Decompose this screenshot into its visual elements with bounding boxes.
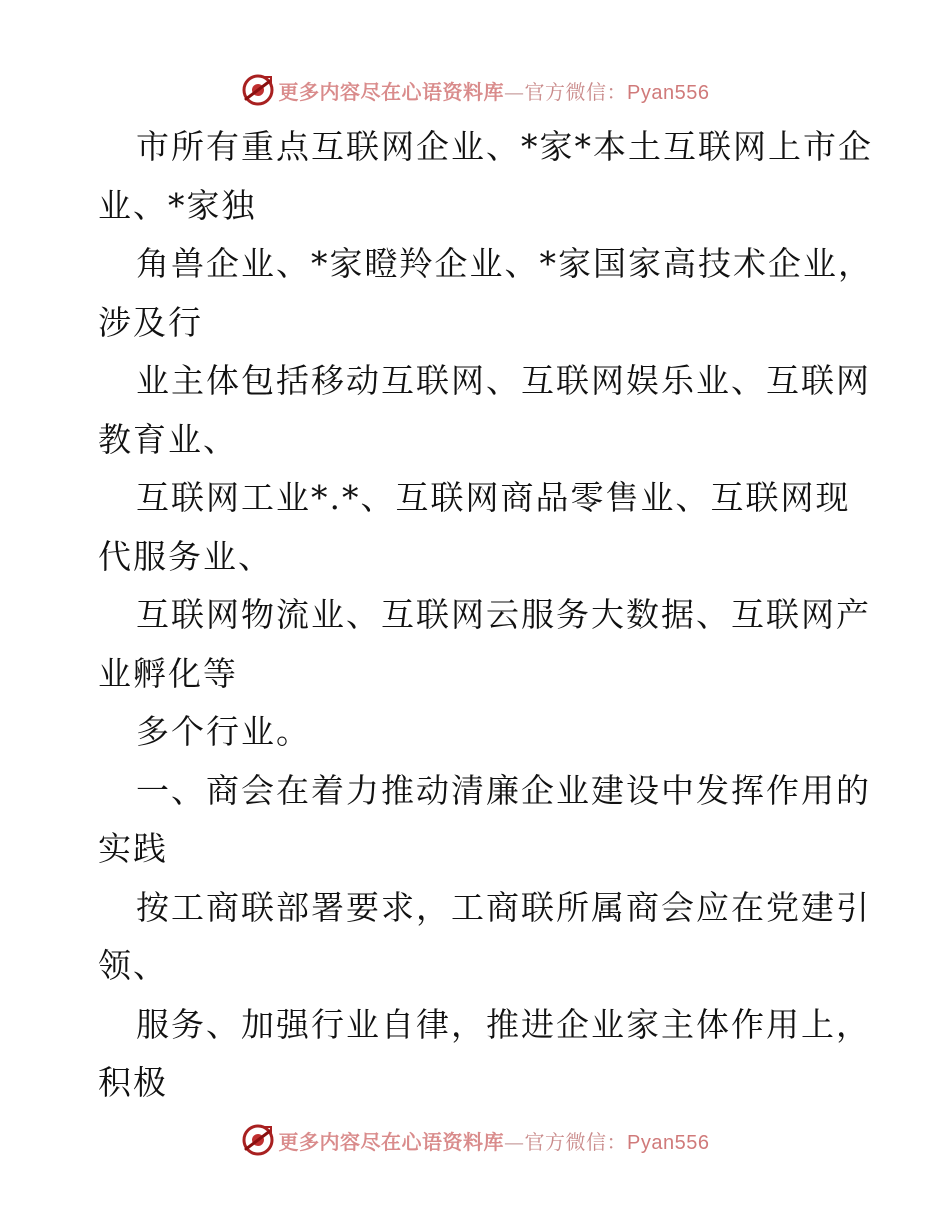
watermark-logo-icon: [241, 1123, 275, 1157]
watermark-wechat-id: Pyan556: [627, 1131, 710, 1154]
text-line: 领、: [98, 946, 168, 985]
watermark-prefix: 更多内容尽在心语资料库: [278, 1129, 505, 1154]
text-line: 业主体包括移动互联网、互联网娱乐业、互联网: [136, 361, 871, 400]
watermark-separator: —: [504, 1129, 525, 1154]
watermark-text: [279, 1126, 710, 1155]
text-line: 多个行业。: [136, 712, 311, 751]
text-line: 业孵化等: [98, 653, 238, 693]
watermark-logo-icon: [241, 73, 275, 107]
text-line: 积极: [98, 1063, 168, 1102]
text-line: 按工商联部署要求，工商联所属商会应在党建引: [136, 887, 871, 927]
text-line: 互联网物流业、互联网云服务大数据、互联网产: [136, 595, 871, 634]
header-watermark: [0, 70, 950, 110]
section-heading: 一、商会在着力推动清廉企业建设中发挥作用的: [136, 770, 871, 810]
text-line: 服务、加强行业自律，推进企业家主体作用上，: [136, 1004, 871, 1044]
text-line: 互联网工业*.*、互联网商品零售业、互联网现: [136, 478, 851, 517]
text-line: 涉及行: [98, 302, 203, 342]
watermark-wechat-label: 官方微信：: [524, 79, 628, 104]
watermark-text: [279, 76, 710, 105]
watermark-wechat-label: 官方微信：: [524, 1129, 628, 1154]
text-line: 业、*家独: [98, 185, 257, 225]
watermark-wechat-id: Pyan556: [627, 81, 710, 104]
footer-watermark: [0, 1120, 950, 1160]
watermark-prefix: 更多内容尽在心语资料库: [278, 79, 505, 104]
text-line: 代服务业、: [98, 536, 273, 576]
text-line: 市所有重点互联网企业、*家*本土互联网上市企: [136, 127, 873, 166]
text-line: 实践: [98, 829, 168, 868]
watermark-separator: —: [504, 79, 525, 104]
text-line: 教育业、: [98, 419, 238, 459]
text-line: 角兽企业、*家瞪羚企业、*家国家高技术企业，: [136, 244, 873, 283]
document-body: [98, 118, 873, 1113]
